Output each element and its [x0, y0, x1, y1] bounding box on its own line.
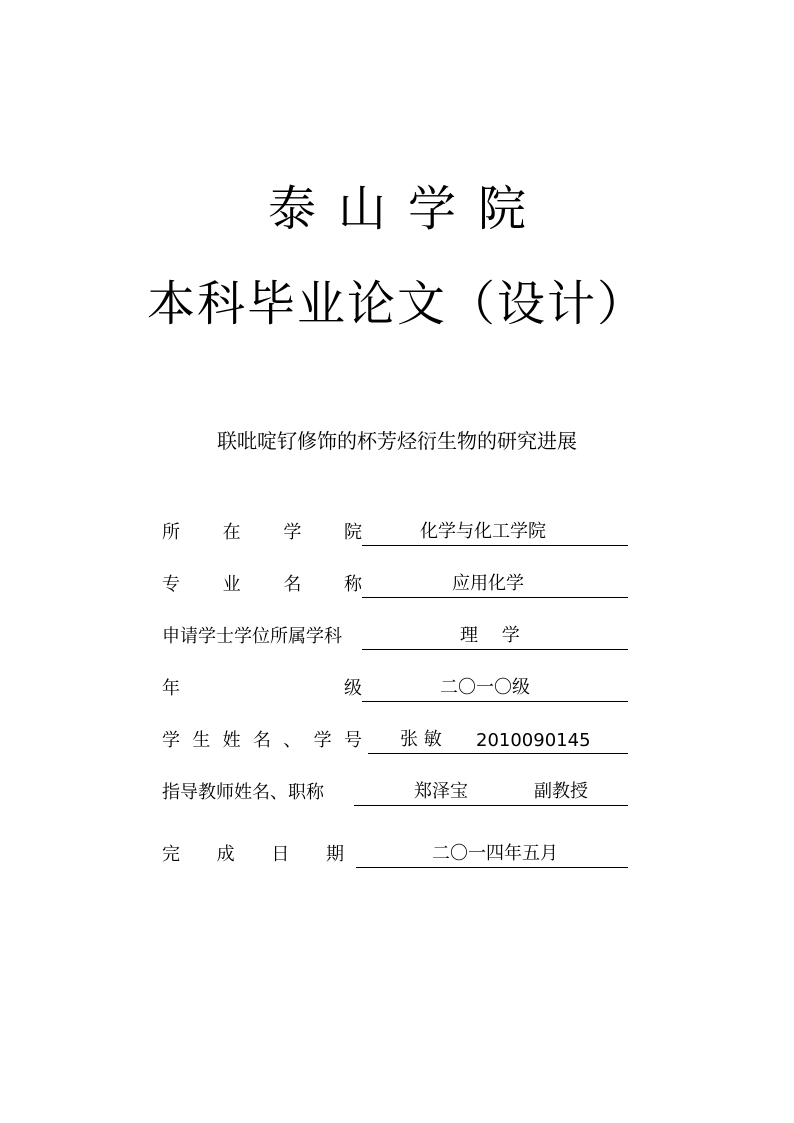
field-label: 完 成 日 期 [162, 844, 344, 865]
field-major [162, 570, 628, 598]
field-college [162, 518, 628, 546]
major-value: 应用化学 [452, 573, 524, 594]
field-label: 申请学士学位所属学科 [162, 626, 342, 647]
college-value: 化学与化工学院 [420, 521, 546, 542]
advisor-title: 副教授 [534, 781, 588, 802]
field-label: 年 级 [162, 678, 362, 699]
field-grade [162, 674, 628, 702]
field-label: 所 在 学 院 [162, 522, 362, 543]
discipline-value: 理 学 [460, 625, 520, 646]
field-label: 专 业 名 称 [162, 574, 362, 595]
advisor-name: 郑泽宝 [414, 781, 468, 802]
field-degree-discipline [162, 622, 628, 650]
student-name: 张 敏 [400, 729, 442, 750]
thesis-heading: 本科毕业论文（设计） [146, 276, 647, 332]
field-advisor [162, 778, 628, 806]
field-completion-date [162, 840, 628, 868]
field-label: 学 生 姓 名 、 学 号 [162, 730, 362, 751]
school-name: 泰山学院 [267, 181, 548, 237]
completion-date-value: 二〇一四年五月 [432, 843, 558, 864]
field-label: 指导教师姓名、职称 [162, 782, 324, 803]
student-id: 2010090145 [476, 730, 591, 751]
field-student [162, 726, 628, 754]
thesis-topic: 联吡啶钌修饰的杯芳烃衍生物的研究进展 [217, 429, 577, 453]
grade-value: 二〇一〇级 [440, 677, 530, 698]
